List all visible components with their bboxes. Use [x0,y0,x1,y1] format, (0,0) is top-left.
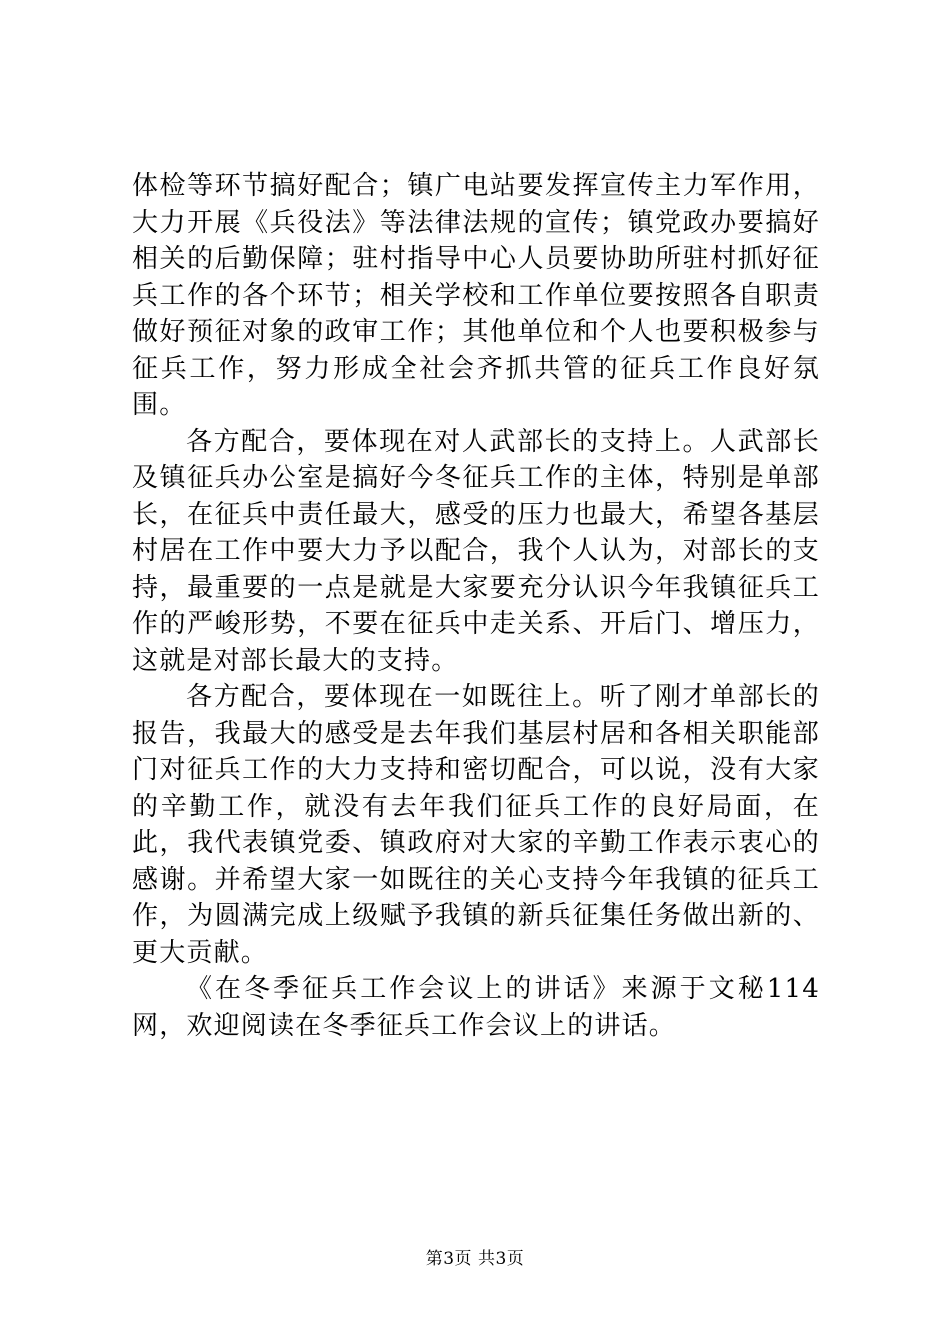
paragraph-3: 各方配合，要体现在一如既往上。听了刚才单部长的报告，我最大的感受是去年我们基层村居和各相关职能部门对征兵工作的大力支持和密切配合，可以说，没有大家的辛勤工作，就没有去年我们征兵工作的良好局面，在此，我代表镇党委、镇政府对大家的辛勤工作表示衷心的感谢。并希望大家一如既往的关心支持今年我镇的征兵工作，为圆满完成上级赋予我镇的新兵征集任务做出新的、更大贡献。 [132,682,820,968]
paragraph-4: 《在冬季征兵工作会议上的讲话》来源于文秘114网，欢迎阅读在冬季征兵工作会议上的讲话。 [132,974,820,1041]
paragraph-1: 体检等环节搞好配合；镇广电站要发挥宣传主力军作用，大力开展《兵役法》等法律法规的宣传；镇党政办要搞好相关的后勤保障；驻村指导中心人员要协助所驻村抓好征兵工作的各个环节；相关学校和工作单位要按照各自职责做好预征对象的政审工作；其他单位和个人也要积极参与征兵工作，努力形成全社会齐抓共管的征兵工作良好氛围。 [132,171,820,420]
document-body [132,168,820,1044]
paragraph-2: 各方配合，要体现在对人武部长的支持上。人武部长及镇征兵办公室是搞好今冬征兵工作的主体，特别是单部长，在征兵中责任最大，感受的压力也最大，希望各基层村居在工作中要大力予以配合，我个人认为，对部长的支持，最重要的一点是就是大家要充分认识今年我镇征兵工作的严峻形势，不要在征兵中走关系、开后门、增压力，这就是对部长最大的支持。 [132,426,820,676]
page-number-footer: 第3页 共3页 [425,1249,525,1269]
